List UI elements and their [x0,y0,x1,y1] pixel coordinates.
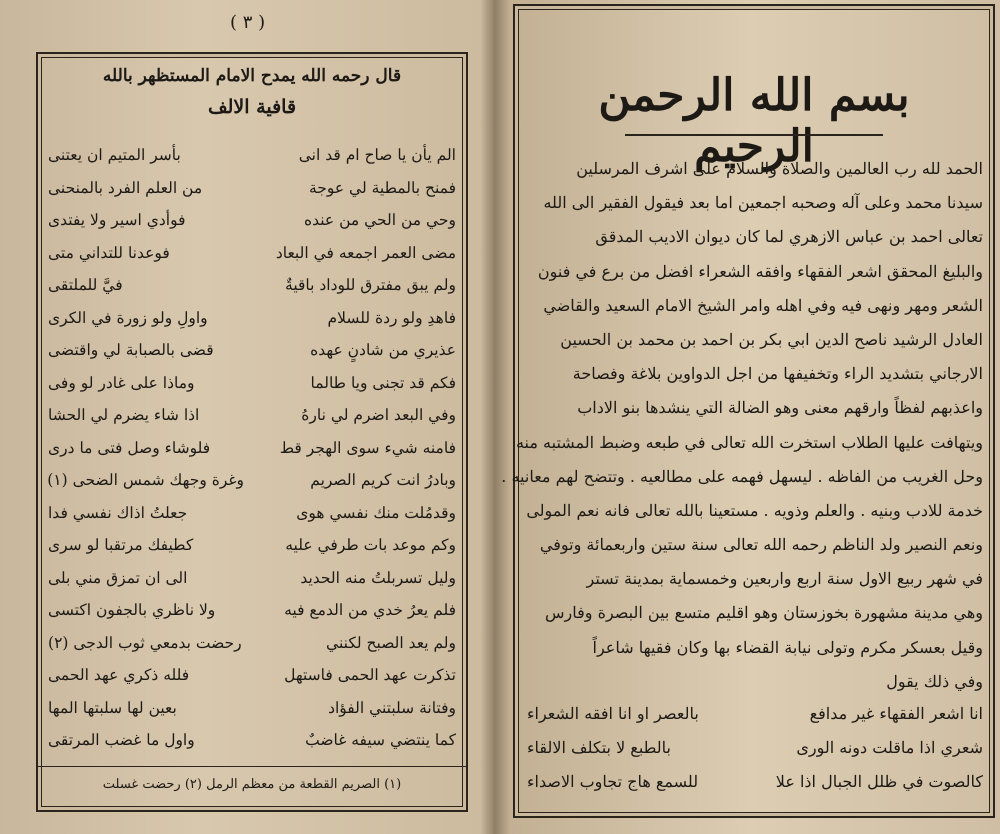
verse-line [48,204,456,237]
verse-first-hemistich: ولم يبق مفترق للوداد باقيةٌ [285,276,456,295]
text-line: الارجاني بتشديد الراء وتخفيفها من اجل الدواوين بلاغة وفصاحة [572,364,983,384]
verse-second-hemistich: وغرة وجهك شمس الضحى (١) [47,471,244,490]
verse-first-hemistich: فمنح بالمطية لي عوجة [308,178,456,197]
verse-second-hemistich: قضى بالصبابة لي واقتضى [48,341,214,360]
verse-first-hemistich: عذيري من شادنٍ عهده [310,341,456,360]
text-line: وهي مدينة مشهورة بخوزستان وهو اقليم متسع بين البصرة وفارس [544,603,983,623]
text-line: تعالى احمد بن عباس الازهري لما كان ديوان الاديب المدقق [595,227,983,247]
text-line: خدمة للادب وبنيه . والعلم وذويه . مستعينا بالله تعالى فانه نعم المولى [526,500,983,520]
basmala-divider [625,134,883,136]
left-page [0,0,495,834]
verse-second-hemistich: بالعصر او انا افقه الشعراء [527,703,699,723]
verse-first-hemistich: تذكرت عهد الحمى فاستهل [284,666,456,685]
verse-first-hemistich: شعري اذا ماقلت دونه الورى [796,737,983,757]
right-page-frame [501,4,995,818]
verse-first-hemistich: وبادرُ انت كريم الصريم [310,471,456,490]
verse-second-hemistich: بأسر المتيم ان يعتنى [48,146,181,165]
verse-first-hemistich: فاهدِ ولو ردة للسلام [327,308,456,327]
introduction-text [501,152,983,699]
verse-line [48,334,456,367]
verse-first-hemistich: وفي البعد اضرم لي نارهُ [301,406,456,425]
verse-first-hemistich: كما ينتضي سيفه غاضبٌ [305,731,456,750]
basmala-calligraphy: بسم الله الرحمن الرحيم [598,70,910,172]
text-line: ويتهافت عليها الطلاب استخرت الله تعالى في طبعه وضبط المشتبه منه [515,432,983,452]
verse-second-hemistich: اذا شاء يضرم لي الحشا [48,406,200,425]
verse-second-hemistich: بالطبع لا بتكلف الالقاء [527,737,671,757]
verse-line [527,730,983,764]
verse-line [48,529,456,562]
verse-line [527,696,983,730]
verse-line [48,172,456,205]
verse-line [48,302,456,335]
verse-line [48,399,456,432]
verse-first-hemistich: فلم يعرُ خدي من الدمع فيه [284,601,456,620]
text-line: وفي ذلك يقول [886,671,983,691]
poem-heading: قال رحمه الله يمدح الامام المستظهر بالله [102,66,402,86]
verse-line [48,432,456,465]
footnote: (١) الصريم القطعة من معظم الرمل (٢) رحضت غسلت [38,766,466,792]
verse-line [48,237,456,270]
verse-line [527,764,983,798]
text-line: واعذبهم لفظاً وارقهم معنى وهو الضالة التي ينشدها بنو الاداب [577,398,983,418]
verse-line [48,139,456,172]
verse-second-hemistich: كطيفك مرتقبا لو سرى [48,536,194,555]
text-line: في شهر ربيع الاول سنة اربع واربعين وخمسماية بمدينة تستر [586,569,983,589]
verse-line [48,594,456,627]
text-line: ونعم النصير ولد الناظم رحمه الله تعالى سنة ستين واربعمائة وتوفي [539,535,983,555]
rhyme-section-title: قافية الالف [207,96,297,118]
verse-second-hemistich: جعلتُ اذاك نفسي فدا [48,503,188,522]
verse-second-hemistich: واول ما غضب المرتقى [48,731,195,750]
verse-line [48,724,456,757]
text-line: والبليغ المحقق اشعر الفقهاء وافقه الشعراء افضل من برع في فنون [537,261,983,281]
right-page [501,0,1000,834]
verse-line [48,692,456,725]
left-page-frame [36,52,468,812]
verse-first-hemistich: وليل تسربلتُ منه الحديد [300,568,456,587]
page-number: ( ٣ ) [230,12,266,33]
verse-first-hemistich: كالصوت في ظلل الجبال اذا علا [775,771,983,791]
verse-line [48,562,456,595]
verse-first-hemistich: وحي من الحي من عنده [303,211,456,230]
verse-second-hemistich: فيَّ للملتقى [48,276,123,295]
text-line: العادل الرشيد ناصح الدين ابي بكر بن احمد بن محمد بن الحسين [560,329,983,349]
verse-second-hemistich: فلله ذكري عهد الحمى [48,666,190,685]
verse-second-hemistich: للسمع هاج تجاوب الاصداء [527,771,699,791]
verse-second-hemistich: وماذا على غادر لو وفى [48,373,195,392]
verse-first-hemistich: وفتانة سلبتني الفؤاد [328,698,456,717]
verse-line [48,269,456,302]
verse-first-hemistich: وكم موعد بات طرفي عليه [285,536,456,555]
text-line: الحمد لله رب العالمين والصلاة والسلام على اشرف المرسلين [576,159,983,178]
text-line: سيدنا محمد وعلى آله وصحبه اجمعين اما بعد فيقول الفقير الى الله [543,193,983,213]
verse-first-hemistich: ولم يعد الصبح لكنني [326,633,456,652]
text-line: الشعر ومهر ونهى فيه وفي اهله وامر الشيخ الامام السعيد والقاضي [543,295,983,315]
verse-second-hemistich: من العلم الفرد بالمنحنى [48,178,203,197]
verse-line [48,497,456,530]
verse-first-hemistich: فكم قد تجنى ويا طالما [310,373,456,392]
verse-first-hemistich: وقدمُلت منك نفسي هوى [296,503,456,522]
verse-line [48,367,456,400]
verse-second-hemistich: رحضت بدمعي ثوب الدجى (٢) [48,633,242,652]
text-line: وقيل بعسكر مكرم وتولى نيابة القضاء بها وكان فقيها شاعراً [592,637,983,657]
verse-second-hemistich: فلوشاء وصل فتى ما درى [48,438,211,457]
verse-first-hemistich: الم يأن يا صاح ام قد انى [298,146,456,165]
poem-verses [48,139,456,757]
verse-second-hemistich: فوأدي اسير ولا يفتدى [48,211,186,230]
verse-second-hemistich: بعين لها سلبتها المها [48,698,177,717]
text-line: وحل الغريب من الفاظه . ليسهل فهمه على مطالعيه . وتتضح لهم معانيه . [501,466,983,486]
verse-line [48,659,456,692]
verse-second-hemistich: واولِ ولو زورة في الكرى [48,308,208,327]
verse-second-hemistich: الى ان تمزق مني بلى [48,568,188,587]
verse-line [48,627,456,660]
verse-first-hemistich: مضى العمر اجمعه في البعاد [275,243,456,262]
verse-first-hemistich: انا اشعر الفقهاء غير مدافع [809,703,983,723]
verse-second-hemistich: فوعدنا للتداني متى [48,243,170,262]
quoted-verses [527,696,983,798]
verse-first-hemistich: فامنه شيء سوى الهجر قط [279,438,456,457]
verse-second-hemistich: ولا ناظري بالجفون اكتسى [48,601,216,620]
verse-line [48,464,456,497]
